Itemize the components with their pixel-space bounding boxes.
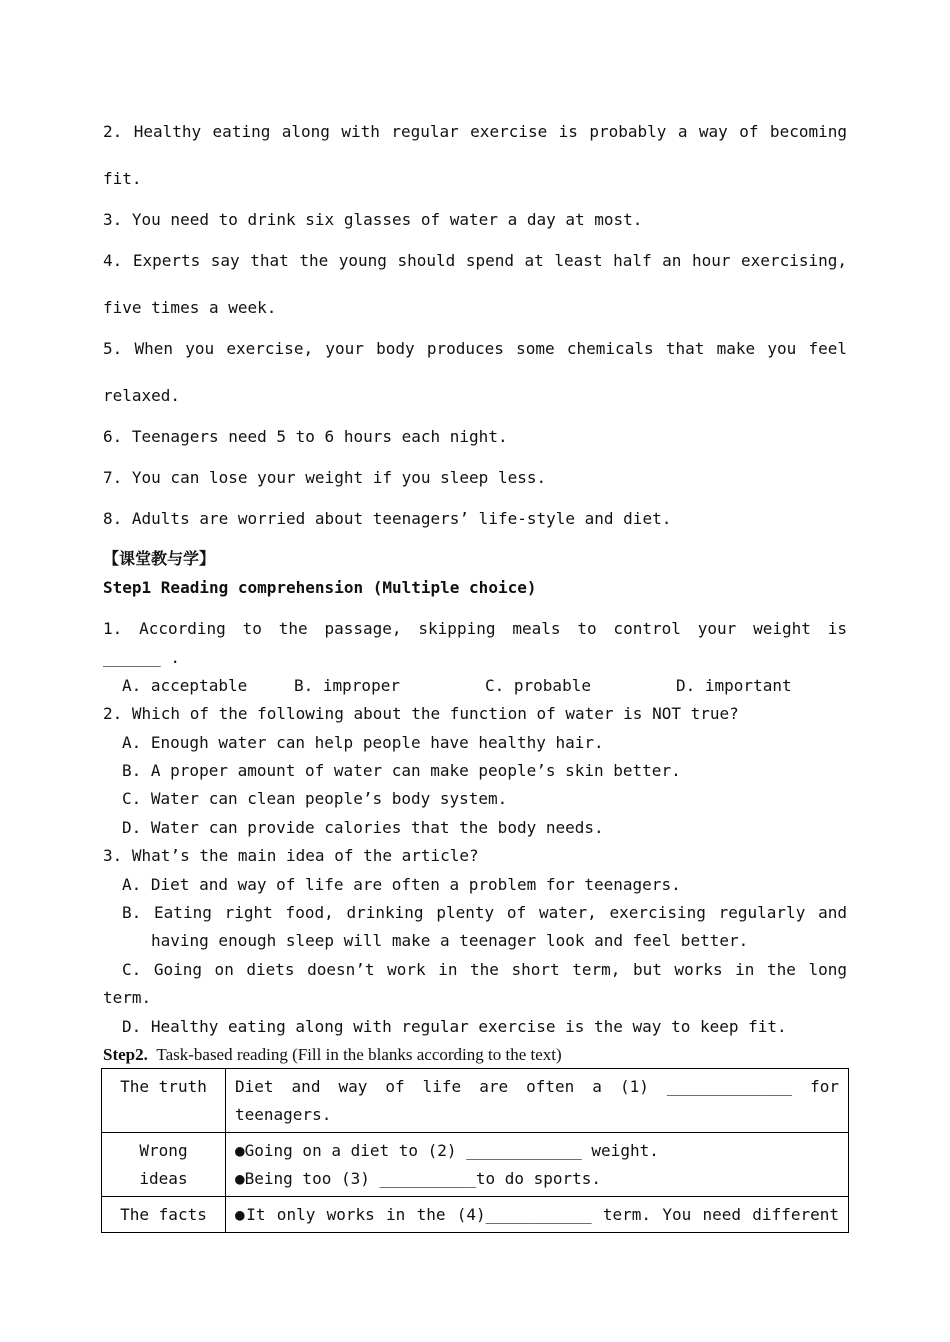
question-1-option-d: D. important bbox=[676, 676, 792, 695]
question-1-line-2: ______ . bbox=[103, 648, 181, 667]
question-3-option-d: D. Healthy eating along with regular exercise is the way to keep fit. bbox=[122, 1017, 787, 1036]
row-content bbox=[226, 1133, 849, 1197]
task-table bbox=[101, 1068, 849, 1233]
statement-8: 8. Adults are worried about teenagers’ life-style and diet. bbox=[103, 509, 672, 528]
step2-title-text: Task-based reading (Fill in the blanks according to the text) bbox=[156, 1045, 562, 1064]
row-label: The facts bbox=[102, 1197, 226, 1233]
step1-title: Step1 Reading comprehension (Multiple choice) bbox=[103, 578, 537, 597]
row-content bbox=[226, 1069, 849, 1133]
statement-5-line-1: 5. When you exercise, your body produces some chemicals that make you feel bbox=[103, 339, 847, 358]
statement-4-line-2: five times a week. bbox=[103, 298, 277, 317]
row-label: The truth bbox=[102, 1069, 226, 1133]
row-label bbox=[102, 1133, 226, 1197]
row-content bbox=[226, 1197, 849, 1233]
question-3-option-b-line-1: B. Eating right food, drinking plenty of water, exercising regularly and bbox=[122, 903, 847, 922]
step2-title bbox=[103, 1044, 562, 1066]
question-1-line-1: 1. According to the passage, skipping meals to control your weight is bbox=[103, 619, 847, 638]
row-label-line: ideas bbox=[139, 1169, 188, 1188]
statement-2-line-1: 2. Healthy eating along with regular exercise is probably a way of becoming bbox=[103, 122, 847, 141]
question-3: 3. What’s the main idea of the article? bbox=[103, 846, 479, 865]
table-row bbox=[102, 1133, 849, 1197]
step2-title-label: Step2. bbox=[103, 1045, 148, 1064]
table-row bbox=[102, 1069, 849, 1133]
row-content-line: Diet and way of life are often a (1) _____________ for bbox=[235, 1077, 839, 1096]
question-3-option-b-line-2: having enough sleep will make a teenager look and feel better. bbox=[151, 931, 749, 950]
statement-3: 3. You need to drink six glasses of water a day at most. bbox=[103, 210, 643, 229]
row-label-line: Wrong bbox=[139, 1141, 188, 1160]
statement-2-line-2: fit. bbox=[103, 169, 142, 188]
question-2-option-c: C. Water can clean people’s body system. bbox=[122, 789, 508, 808]
question-3-option-a: A. Diet and way of life are often a problem for teenagers. bbox=[122, 875, 681, 894]
question-2-option-b: B. A proper amount of water can make people’s skin better. bbox=[122, 761, 681, 780]
statement-7: 7. You can lose your weight if you sleep less. bbox=[103, 468, 547, 487]
question-1-option-c: C. probable bbox=[485, 676, 591, 695]
table-row bbox=[102, 1197, 849, 1233]
question-3-option-c-line-1: C. Going on diets doesn’t work in the short term, but works in the long bbox=[122, 960, 847, 979]
question-1-option-b: B. improper bbox=[294, 676, 400, 695]
section-heading: 【课堂教与学】 bbox=[103, 549, 216, 568]
row-content-line: ●It only works in the (4)___________ term. You need different bbox=[235, 1205, 839, 1224]
row-content-line: teenagers. bbox=[235, 1105, 332, 1124]
question-2: 2. Which of the following about the function of water is NOT true? bbox=[103, 704, 739, 723]
question-3-option-c-line-2: term. bbox=[103, 988, 152, 1007]
question-2-option-d: D. Water can provide calories that the body needs. bbox=[122, 818, 604, 837]
statement-5-line-2: relaxed. bbox=[103, 386, 181, 405]
question-1-option-a: A. acceptable bbox=[122, 676, 248, 695]
row-content-line: ●Being too (3) __________to do sports. bbox=[235, 1169, 602, 1188]
statement-6: 6. Teenagers need 5 to 6 hours each night. bbox=[103, 427, 508, 446]
row-content-line: ●Going on a diet to (2) ____________ weight. bbox=[235, 1141, 659, 1160]
question-2-option-a: A. Enough water can help people have healthy hair. bbox=[122, 733, 604, 752]
statement-4-line-1: 4. Experts say that the young should spend at least half an hour exercising, bbox=[103, 251, 847, 270]
